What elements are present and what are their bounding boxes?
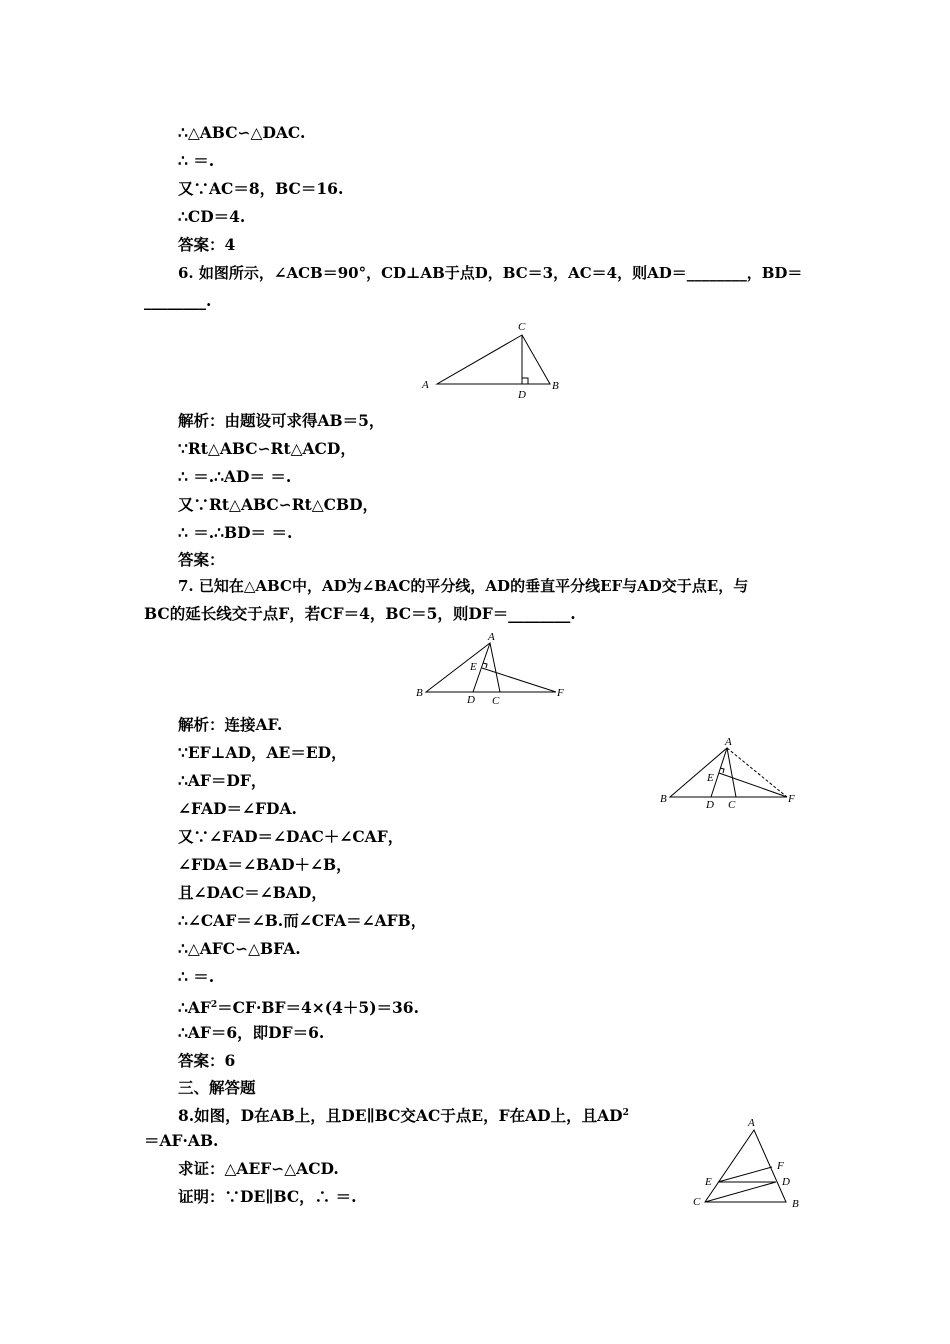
af-rest: ＝CF·BF＝4×(4＋5)＝36.	[217, 998, 419, 1018]
solution-6-line-2: ∵Rt△ABC∽Rt△ACD，	[178, 439, 356, 458]
fig7b-label-e: E	[707, 772, 714, 784]
prove-statement: 求证：△AEF∽△ACD.	[178, 1159, 339, 1178]
solution-7-line-9: ∴△AFC∽△BFA.	[178, 939, 301, 958]
solution-7-line-8: ∴∠CAF＝∠B.而∠CFA＝∠AFB，	[178, 911, 427, 930]
solution-7-line-7: 且∠DAC＝∠BAD，	[178, 883, 327, 902]
solution-6-line-4: 又∵Rt△ABC∽Rt△CBD，	[178, 495, 379, 514]
question-8-cont: ＝AF·AB.	[144, 1131, 219, 1150]
af-exponent: 2	[210, 1000, 218, 1010]
ad-exponent: 2	[622, 1108, 629, 1118]
fig7b-label-a: A	[725, 736, 732, 748]
answer-7: 答案：6	[178, 1051, 236, 1070]
answer-5: 答案：4	[178, 235, 236, 254]
solution-7-line-12: ∴AF＝6，即DF＝6.	[178, 1023, 325, 1042]
section-heading: 三、解答题	[178, 1078, 256, 1097]
fig7-label-d: D	[467, 694, 475, 706]
solution-7-line-2: ∵EF⊥AD，AE＝ED，	[178, 743, 347, 762]
question-7: 7. 已知在△ABC中，AD为∠BAC的平分线，AD的垂直平分线EF与AD交于点E，与	[178, 577, 749, 595]
fig7-label-c: C	[492, 695, 500, 707]
solution-6-line-5: ∴ ＝.∴BD＝ ＝.	[178, 523, 293, 542]
fig7-label-f: F	[557, 687, 564, 699]
fig7-label-e: E	[470, 661, 477, 673]
question-8	[178, 1103, 629, 1126]
fig8-label-a: A	[748, 1117, 755, 1129]
line-1: ∴△ABC∽△DAC.	[178, 123, 306, 142]
figure-6-right-triangle	[420, 318, 570, 404]
solution-6-line-1: 解析：由题设可求得AB＝5，	[178, 411, 385, 430]
question-6: 6. 如图所示，∠ACB＝90°，CD⊥AB于点D，BC＝3，AC＝4，则AD＝________，BD＝	[178, 264, 803, 282]
solution-6-line-3: ∴ ＝.∴AD＝ ＝.	[178, 467, 292, 486]
fig6-label-c: C	[518, 321, 526, 333]
solution-7-line-6: ∠FDA＝∠BAD＋∠B，	[178, 855, 352, 874]
fig6-label-b: B	[552, 380, 559, 392]
fig6-label-d: D	[518, 389, 526, 401]
fig7-label-a: A	[488, 631, 495, 643]
af-text: ∴AF	[178, 998, 211, 1018]
solution-7-line-11	[178, 995, 419, 1018]
question-7-cont: BC的延长线交于点F，若CF＝4，BC＝5，则DF＝________.	[144, 604, 576, 623]
line-3: 又∵AC＝8，BC＝16.	[178, 179, 344, 198]
fig7b-label-b: B	[660, 793, 667, 805]
proof-line-1: 证明：∵DE∥BC，∴ ＝.	[178, 1187, 357, 1206]
fig8-label-c: C	[693, 1196, 701, 1208]
figure-7-solution	[655, 735, 805, 815]
fig7b-label-c: C	[728, 799, 736, 811]
solution-7-line-4: ∠FAD＝∠FDA.	[178, 799, 297, 818]
answer-6: 答案：	[178, 550, 225, 569]
solution-7-line-1: 解析：连接AF.	[178, 715, 283, 734]
solution-7-line-3: ∴AF＝DF，	[178, 771, 267, 790]
solution-7-line-10: ∴ ＝.	[178, 967, 215, 986]
figure-7-triangle	[412, 628, 572, 708]
line-2: ∴ ＝.	[178, 151, 215, 170]
fig8-label-f: F	[777, 1160, 784, 1172]
line-4: ∴CD＝4.	[178, 207, 246, 226]
solution-7-line-5: 又∵∠FAD＝∠DAC＋∠CAF，	[178, 827, 404, 846]
question-6-cont: ________.	[144, 291, 212, 310]
fig7-label-b: B	[416, 687, 423, 699]
fig8-label-b: B	[792, 1198, 799, 1210]
fig8-label-d: D	[782, 1176, 790, 1188]
fig7b-label-d: D	[706, 799, 714, 811]
fig6-label-a: A	[422, 379, 429, 391]
figure-8-triangle	[688, 1112, 808, 1212]
q8-text: 8.如图，D在AB上，且DE∥BC交AC于点E，F在AD上，且AD	[178, 1106, 623, 1126]
fig8-label-e: E	[705, 1176, 712, 1188]
fig7b-label-f: F	[788, 793, 795, 805]
